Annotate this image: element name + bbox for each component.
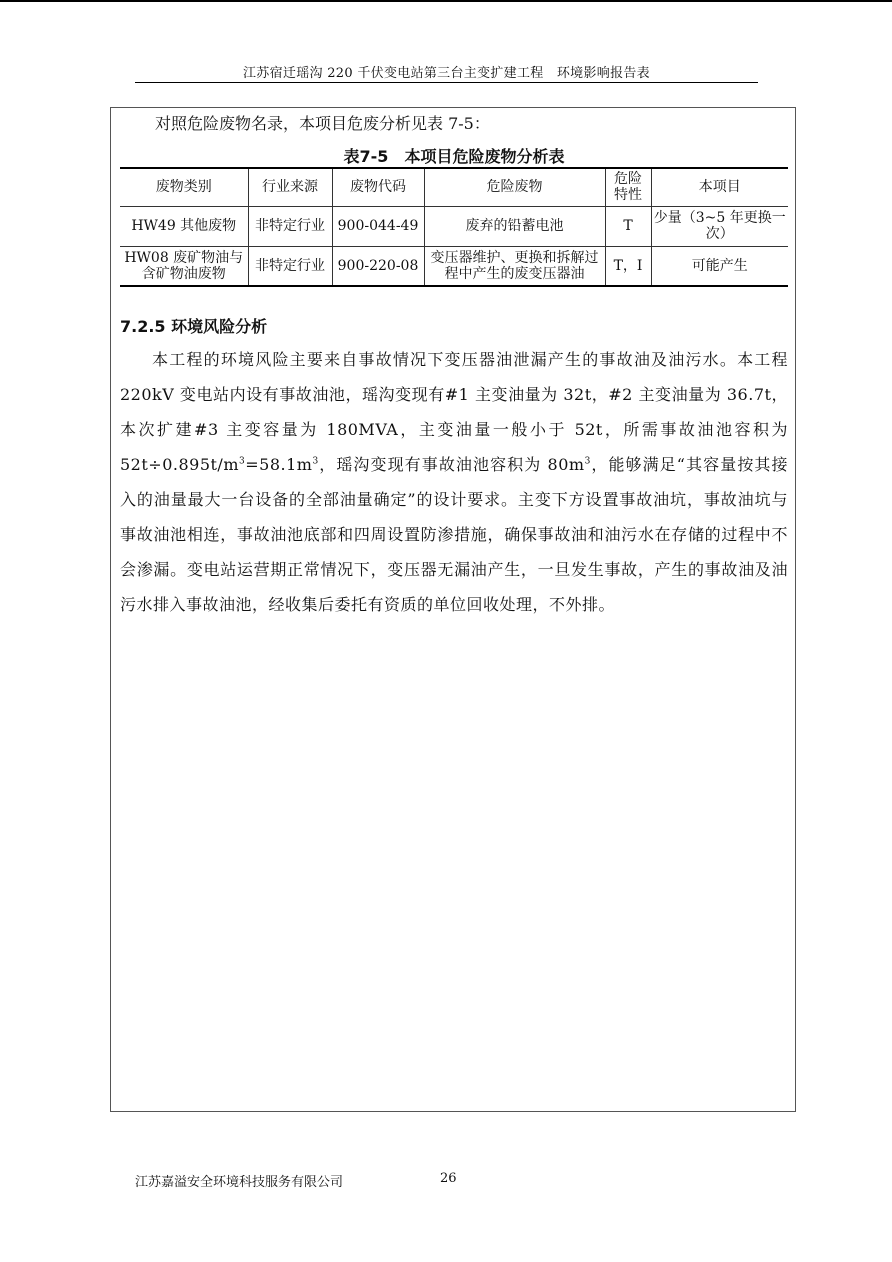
- column-header: 废物类别: [120, 168, 248, 206]
- table-cell: 变压器维护、更换和拆解过程中产生的废变压器油: [424, 246, 605, 286]
- table-cell: HW49 其他废物: [120, 206, 248, 246]
- table-cell: 少量（3~5 年更换一次）: [651, 206, 788, 246]
- column-header: 本项目: [651, 168, 788, 206]
- column-header: 危险废物: [424, 168, 605, 206]
- table-header-row: [120, 168, 788, 206]
- page-header: 江苏宿迁瑶沟 220 千伏变电站第三台主变扩建工程 环境影响报告表: [243, 66, 650, 81]
- paragraph-text: =58.1m: [245, 455, 313, 474]
- table-cell: 900-220-08: [332, 246, 424, 286]
- table-caption: 表7-5 本项目危险废物分析表: [343, 147, 565, 166]
- table-cell: 可能产生: [651, 246, 788, 286]
- table-cell: 非特定行业: [248, 246, 332, 286]
- paragraph-text: ，能够满足“其容量按其接入的油量最大一台设备的全部油量确定”的设计要求。主变下方设置事故油坑，事故油坑与事故油池相连，事故油池底部和四周设置防渗措施，确保事故油和油污水在存储的过程中不会渗漏。变电站运营期正常情况下，变压器无漏油产生，一旦发生事故，产生的事故油及油污水排入事故油池，经收集后委托有资质的单位回收处理，不外排。: [120, 455, 788, 614]
- page-number: 26: [440, 1171, 457, 1186]
- table-cell: 900-044-49: [332, 206, 424, 246]
- table-cell: T: [605, 206, 651, 246]
- table-cell: 废弃的铅蓄电池: [424, 206, 605, 246]
- table-cell: HW08 废矿物油与含矿物油废物: [120, 246, 248, 286]
- paragraph-text: ，瑶沟变现有事故油池容积为 80m: [318, 455, 585, 474]
- column-header: 行业来源: [248, 168, 332, 206]
- table-row: [120, 206, 788, 246]
- column-header: 危险特性: [605, 168, 651, 206]
- superscript: 3: [239, 456, 246, 467]
- table-row: [120, 246, 788, 286]
- column-header: 废物代码: [332, 168, 424, 206]
- hazardous-waste-table: [120, 167, 788, 287]
- section-paragraph: [120, 342, 788, 622]
- superscript: 3: [584, 456, 591, 467]
- table-cell: T，I: [605, 246, 651, 286]
- paragraph-text: 本工程的环境风险主要来自事故情况下变压器油泄漏产生的事故油及油污水。本工程 220kV 变电站内设有事故油池，瑶沟变现有#1 主变油量为 32t，#2 主变油量为 36.7t，本次扩建#3 主变容量为 180MVA，主变油量一般小于 52t，所需事故油池容积为 52t÷0.895t/m: [120, 350, 788, 474]
- top-border: [0, 0, 892, 2]
- table-cell: 非特定行业: [248, 206, 332, 246]
- intro-text: 对照危险废物名录，本项目危废分析见表 7-5：: [155, 114, 490, 133]
- section-heading: 7.2.5 环境风险分析: [120, 317, 268, 336]
- header-rule: [135, 82, 758, 83]
- footer-company: 江苏嘉溢安全环境科技服务有限公司: [135, 1175, 344, 1190]
- superscript: 3: [312, 456, 319, 467]
